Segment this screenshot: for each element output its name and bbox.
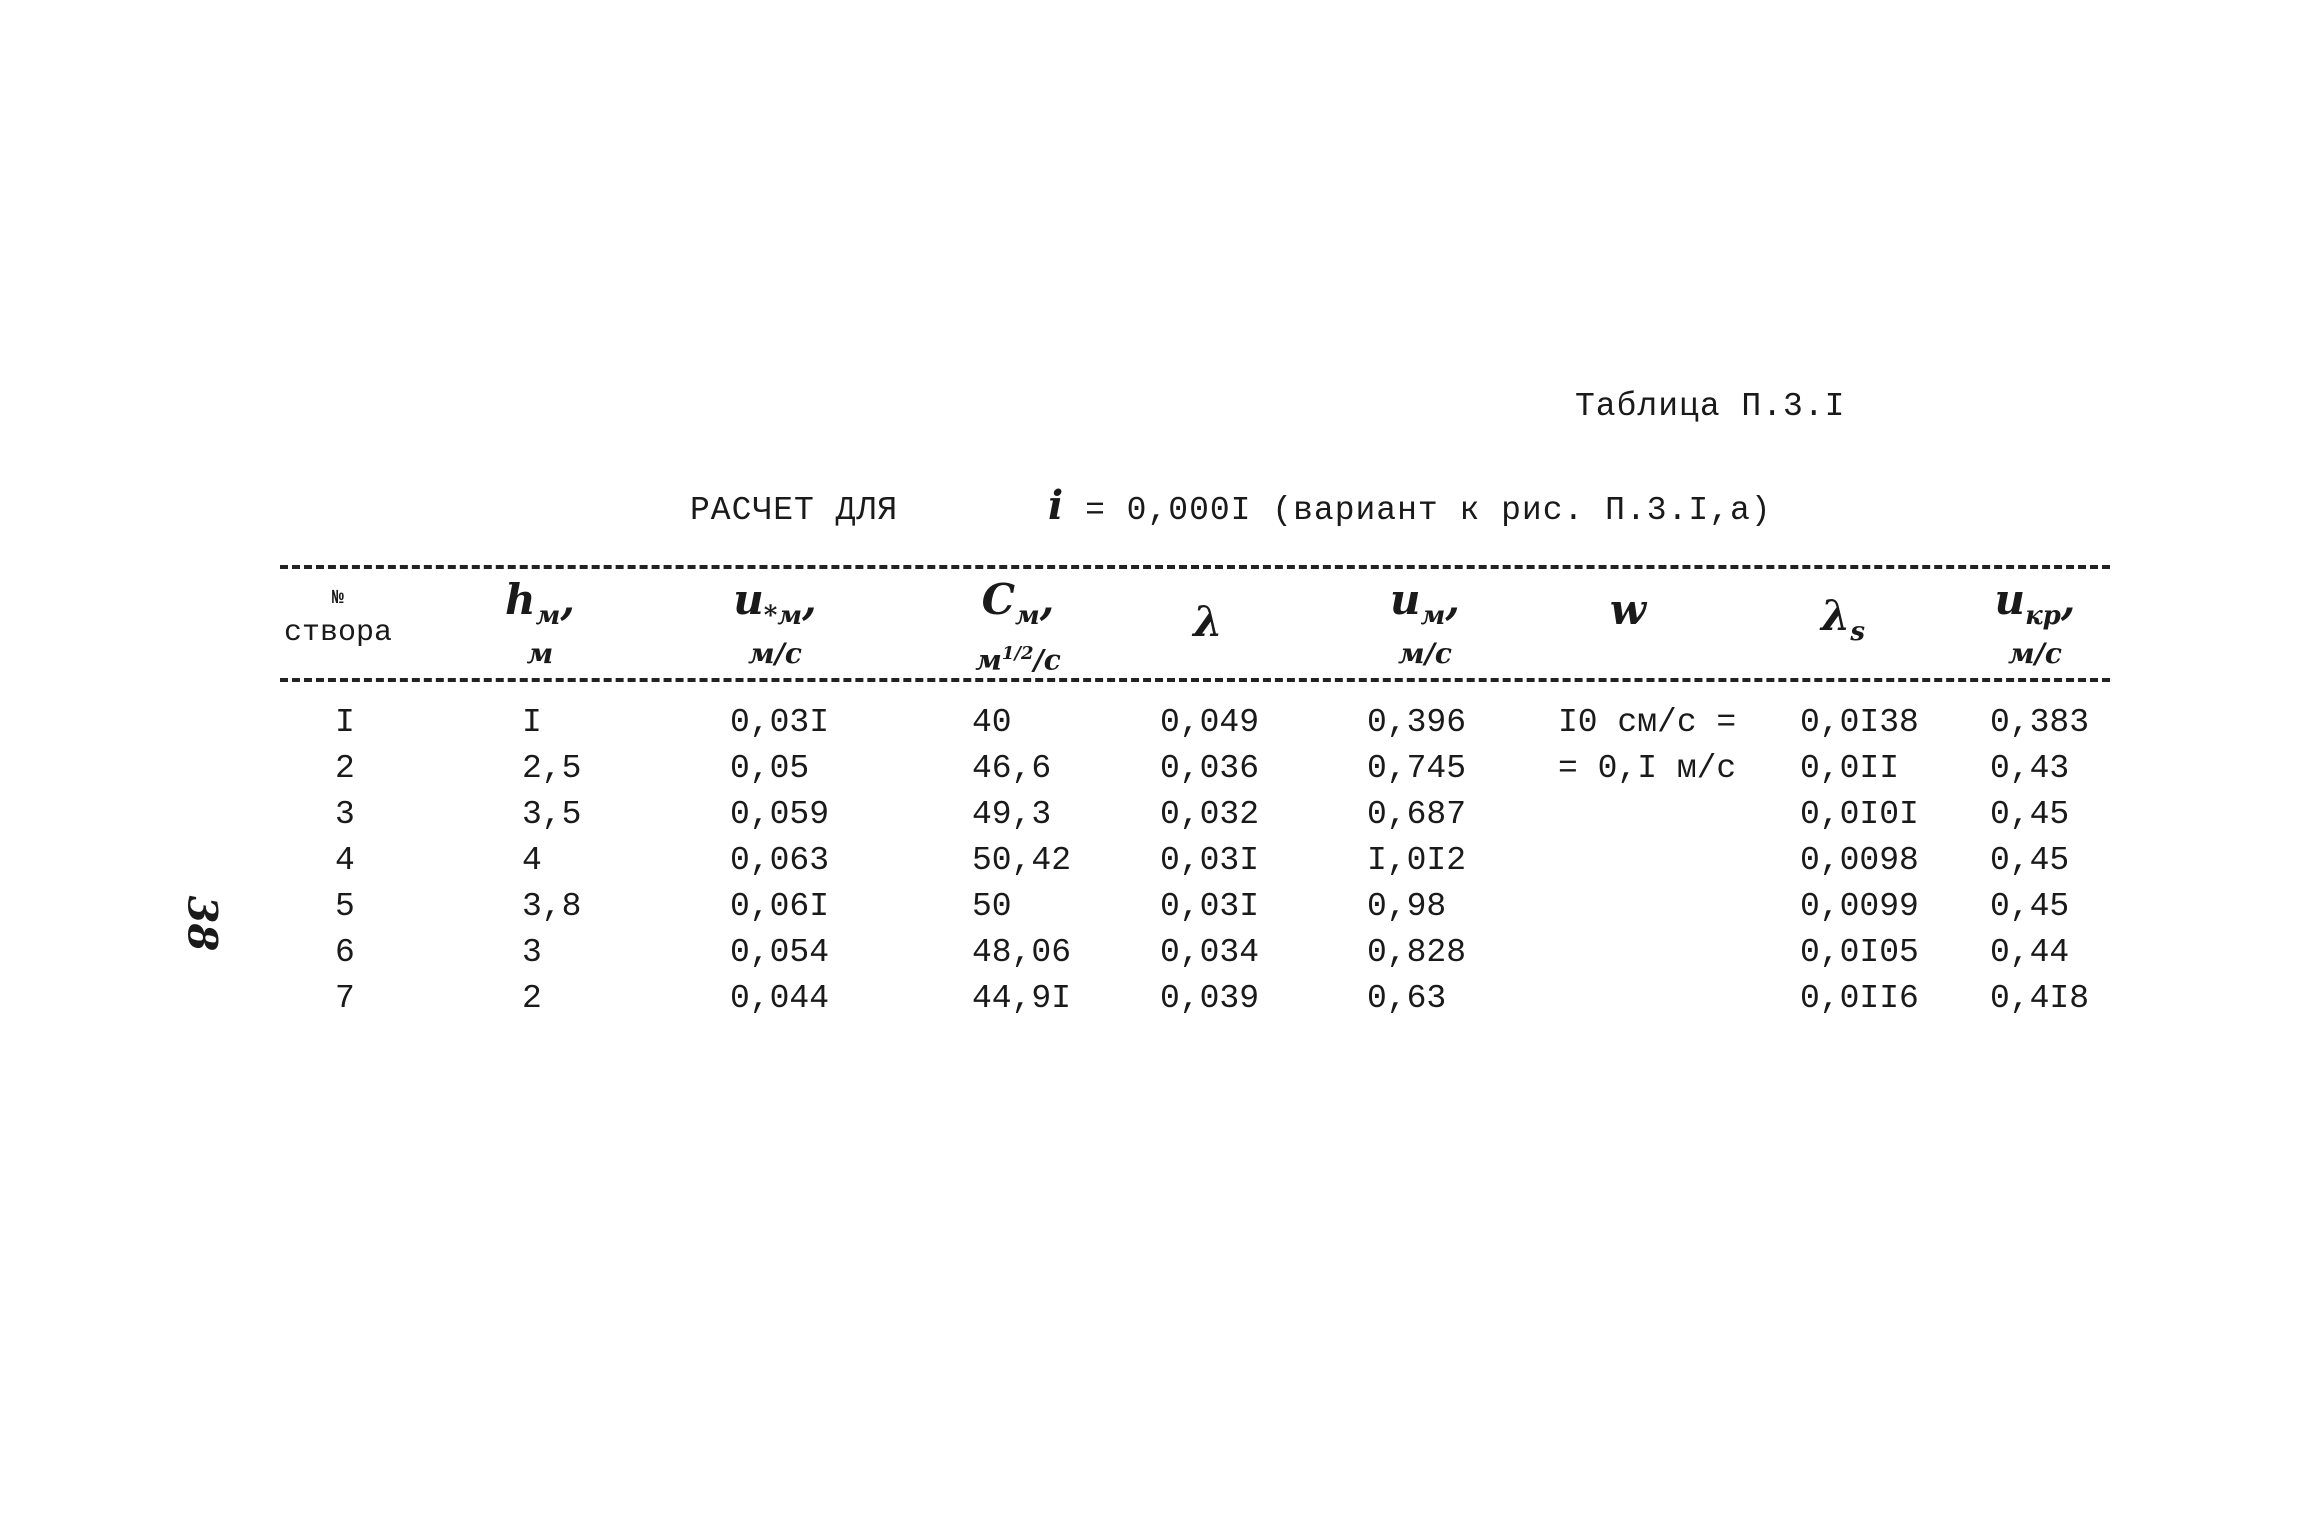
header-depth: $h_м$, м [505,575,575,670]
cell-critical-velocity: 0,45 [1990,842,2070,879]
cell-dynamic-velocity: 0,063 [730,842,830,879]
table-title [690,482,1772,529]
cell-lambda: 0,049 [1160,704,1260,741]
cell-lambda-s: 0,0II6 [1800,980,1919,1017]
cell-critical-velocity: 0,44 [1990,934,2070,971]
table-top-rule [280,565,2110,569]
cell-lambda: 0,036 [1160,750,1260,787]
cell-dynamic-velocity: 0,05 [730,750,810,787]
cell-chezy: 46,6 [972,750,1052,787]
cell-lambda-s: 0,0II [1800,750,1900,787]
header-lambda: λ [1193,597,1223,646]
cell-lambda-s: 0,0098 [1800,842,1919,879]
cell-station-number: I [335,704,355,741]
cell-critical-velocity: 0,43 [1990,750,2070,787]
cell-mean-velocity: 0,687 [1367,796,1467,833]
table-header-rule [280,678,2110,682]
header-dynamic-velocity: $u_{*м}$, м/с [733,575,817,670]
header-critical-velocity: $u_{кр}$, м/с [1994,575,2076,670]
header-number-sign: № [331,587,344,610]
cell-depth: I [522,704,542,741]
cell-critical-velocity: 0,45 [1990,888,2070,925]
header-fall-velocity: w [1609,585,1647,634]
cell-critical-velocity: 0,383 [1990,704,2090,741]
cell-dynamic-velocity: 0,03I [730,704,830,741]
cell-dynamic-velocity: 0,059 [730,796,830,833]
header-station-label: створа [283,616,393,650]
cell-mean-velocity: I,0I2 [1367,842,1467,879]
cell-lambda-s: 0,0099 [1800,888,1919,925]
cell-chezy: 50 [972,888,1012,925]
cell-station-number: 6 [335,934,355,971]
cell-dynamic-velocity: 0,06I [730,888,830,925]
cell-chezy: 49,3 [972,796,1052,833]
cell-lambda: 0,03I [1160,842,1260,879]
cell-mean-velocity: 0,63 [1367,980,1447,1017]
cell-critical-velocity: 0,45 [1990,796,2070,833]
cell-chezy: 50,42 [972,842,1072,879]
cell-chezy: 40 [972,704,1012,741]
cell-lambda-s: 0,0I05 [1800,934,1919,971]
cell-depth: 2 [522,980,542,1017]
cell-depth: 4 [522,842,542,879]
cell-chezy: 44,9I [972,980,1072,1017]
cell-station-number: 3 [335,796,355,833]
cell-depth: 3,8 [522,888,582,925]
cell-mean-velocity: 0,745 [1367,750,1467,787]
cell-depth: 3,5 [522,796,582,833]
cell-lambda-s: 0,0I0I [1800,796,1919,833]
cell-chezy: 48,06 [972,934,1072,971]
cell-lambda: 0,032 [1160,796,1260,833]
cell-lambda: 0,03I [1160,888,1260,925]
page-number: 38 [178,895,226,952]
cell-fall-velocity: = 0,I м/с [1558,750,1737,787]
cell-station-number: 4 [335,842,355,879]
cell-station-number: 5 [335,888,355,925]
cell-dynamic-velocity: 0,054 [730,934,830,971]
table-label: Таблица П.3.I [1575,388,1846,425]
cell-lambda: 0,039 [1160,980,1260,1017]
cell-dynamic-velocity: 0,044 [730,980,830,1017]
cell-fall-velocity: I0 см/с = [1558,704,1737,741]
title-rest: = 0,000I (вариант к рис. П.3.I,а) [1085,492,1772,529]
header-lambda-s: $\lambda_s$ [1820,591,1866,647]
cell-critical-velocity: 0,4I8 [1990,980,2090,1017]
cell-mean-velocity: 0,828 [1367,934,1467,971]
title-prefix: РАСЧЕТ ДЛЯ [690,492,899,529]
cell-station-number: 2 [335,750,355,787]
cell-lambda: 0,034 [1160,934,1260,971]
header-station-number [284,582,392,650]
cell-depth: 2,5 [522,750,582,787]
cell-mean-velocity: 0,98 [1367,888,1447,925]
header-chezy-coefficient: $C_м$, $м^{1/2}/с$ [975,575,1061,677]
cell-station-number: 7 [335,980,355,1017]
header-mean-velocity: $u_м$, м/с [1390,575,1460,670]
cell-mean-velocity: 0,396 [1367,704,1467,741]
slope-variable: i [1048,482,1065,529]
cell-depth: 3 [522,934,542,971]
cell-lambda-s: 0,0I38 [1800,704,1919,741]
